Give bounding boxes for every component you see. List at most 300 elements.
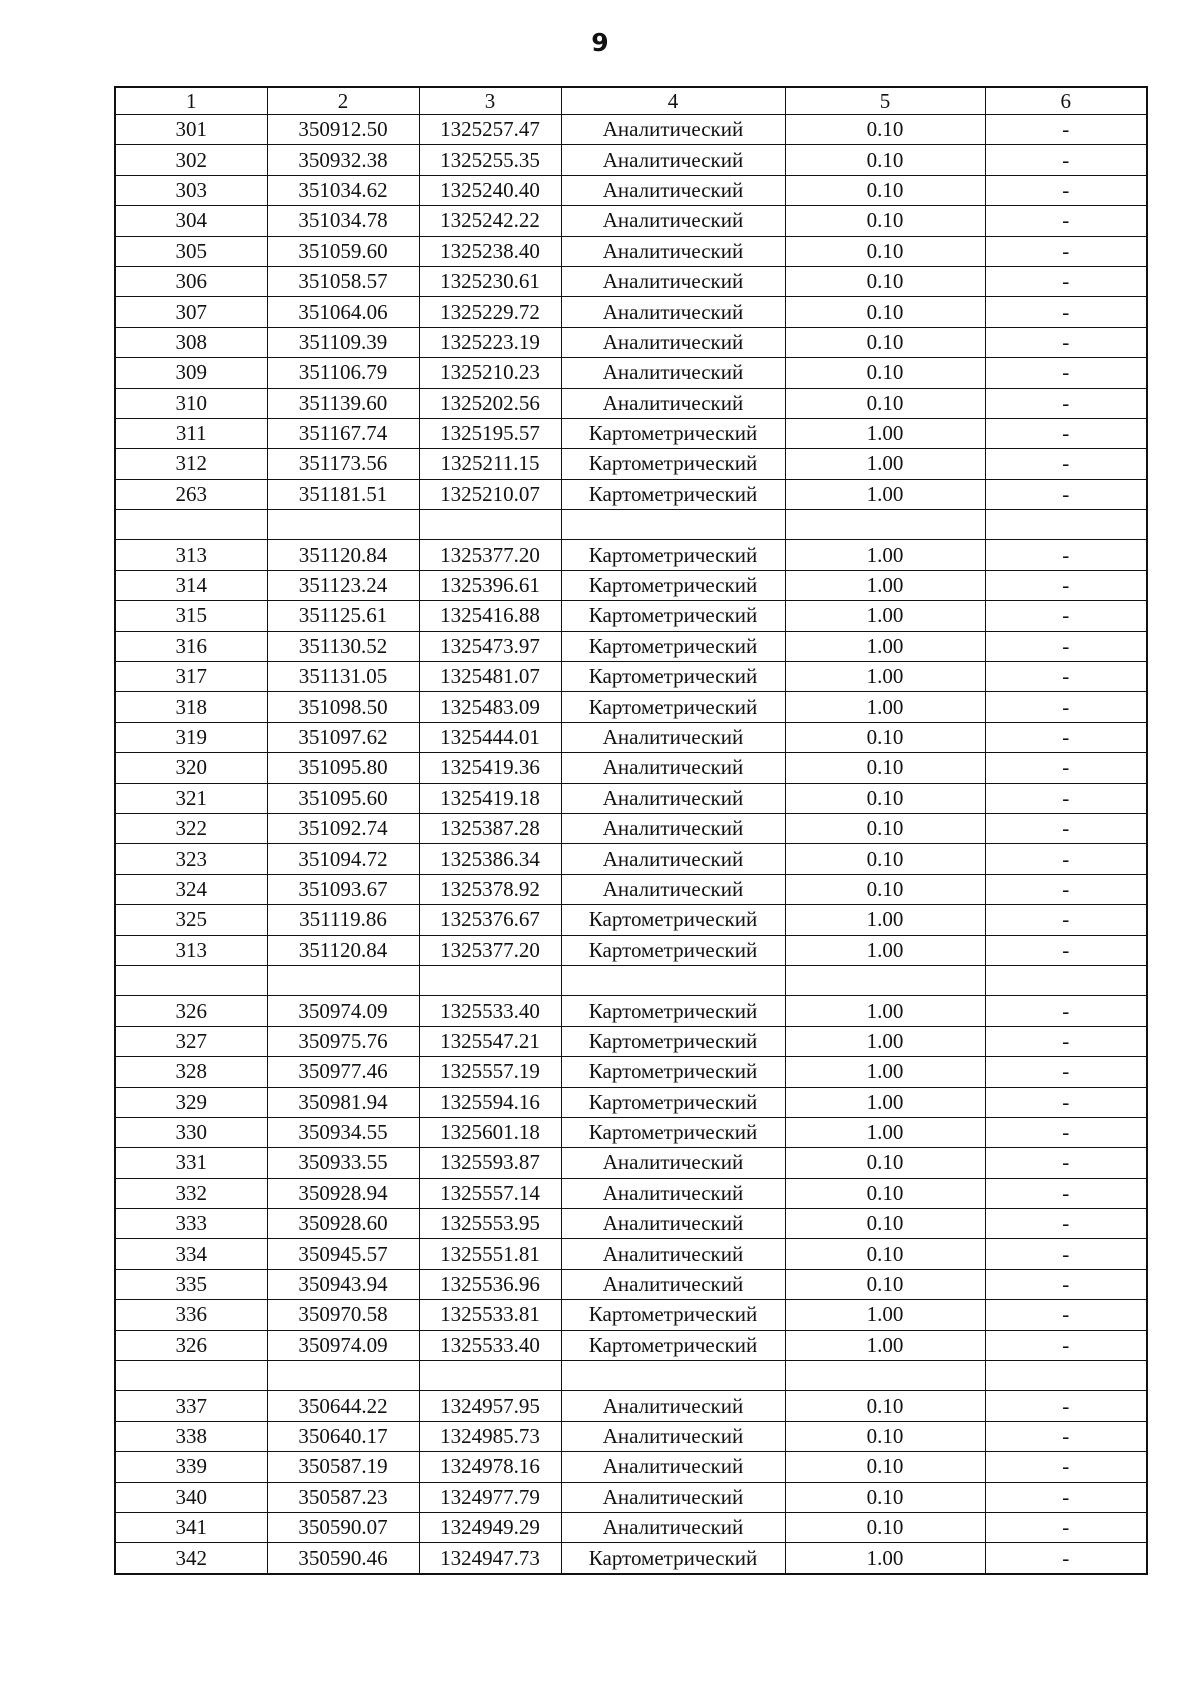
accuracy-cell: 0.10 [785,813,985,843]
accuracy-cell [785,965,985,995]
y-coordinate-cell: 1325473.97 [419,631,561,661]
description-cell: - [985,570,1147,600]
accuracy-cell: 0.10 [785,388,985,418]
method-cell [561,1361,785,1391]
method-cell: Картометрический [561,1330,785,1360]
method-cell: Картометрический [561,692,785,722]
x-coordinate-cell: 351181.51 [267,479,419,509]
table-row [115,1330,1147,1360]
table-row [115,266,1147,296]
x-coordinate-cell [267,510,419,540]
y-coordinate-cell: 1325211.15 [419,449,561,479]
y-coordinate-cell: 1325601.18 [419,1117,561,1147]
point-number-cell: 313 [115,540,267,570]
point-number-cell: 328 [115,1057,267,1087]
description-cell [985,965,1147,995]
method-cell: Аналитический [561,1239,785,1269]
x-coordinate-cell: 350928.60 [267,1209,419,1239]
x-coordinate-cell: 350974.09 [267,996,419,1026]
accuracy-cell: 1.00 [785,479,985,509]
method-cell: Картометрический [561,996,785,1026]
point-number-cell: 313 [115,935,267,965]
method-cell: Картометрический [561,540,785,570]
x-coordinate-cell: 350975.76 [267,1026,419,1056]
x-coordinate-cell: 350977.46 [267,1057,419,1087]
column-header: 5 [785,87,985,115]
method-cell [561,965,785,995]
y-coordinate-cell: 1325536.96 [419,1269,561,1299]
description-cell: - [985,1391,1147,1421]
accuracy-cell: 1.00 [785,1300,985,1330]
method-cell: Картометрический [561,479,785,509]
x-coordinate-cell: 351123.24 [267,570,419,600]
point-number-cell: 330 [115,1117,267,1147]
y-coordinate-cell: 1325553.95 [419,1209,561,1239]
point-number-cell: 310 [115,388,267,418]
description-cell: - [985,1087,1147,1117]
table-row [115,692,1147,722]
y-coordinate-cell: 1325229.72 [419,297,561,327]
accuracy-cell: 1.00 [785,1543,985,1574]
table-row [115,874,1147,904]
y-coordinate-cell: 1325533.40 [419,1330,561,1360]
method-cell: Картометрический [561,1087,785,1117]
x-coordinate-cell: 350644.22 [267,1391,419,1421]
method-cell: Аналитический [561,236,785,266]
table-spacer-row [115,1361,1147,1391]
accuracy-cell: 1.00 [785,1330,985,1360]
description-cell: - [985,449,1147,479]
accuracy-cell: 0.10 [785,297,985,327]
description-cell: - [985,905,1147,935]
accuracy-cell: 1.00 [785,631,985,661]
accuracy-cell: 0.10 [785,1421,985,1451]
point-number-cell: 316 [115,631,267,661]
accuracy-cell: 0.10 [785,1452,985,1482]
method-cell: Аналитический [561,388,785,418]
y-coordinate-cell: 1325557.14 [419,1178,561,1208]
accuracy-cell: 1.00 [785,662,985,692]
accuracy-cell: 0.10 [785,1269,985,1299]
x-coordinate-cell: 350590.46 [267,1543,419,1574]
point-number-cell [115,1361,267,1391]
method-cell: Аналитический [561,1391,785,1421]
column-header: 2 [267,87,419,115]
y-coordinate-cell: 1325255.35 [419,145,561,175]
accuracy-cell: 0.10 [785,1178,985,1208]
x-coordinate-cell: 350587.19 [267,1452,419,1482]
y-coordinate-cell: 1325483.09 [419,692,561,722]
accuracy-cell: 1.00 [785,570,985,600]
point-number-cell: 304 [115,206,267,236]
description-cell: - [985,601,1147,631]
table-row [115,388,1147,418]
y-coordinate-cell: 1325230.61 [419,266,561,296]
x-coordinate-cell: 350640.17 [267,1421,419,1451]
method-cell: Аналитический [561,175,785,205]
accuracy-cell: 0.10 [785,266,985,296]
accuracy-cell [785,1361,985,1391]
description-cell: - [985,266,1147,296]
accuracy-cell: 0.10 [785,783,985,813]
x-coordinate-cell: 350928.94 [267,1178,419,1208]
x-coordinate-cell: 350970.58 [267,1300,419,1330]
x-coordinate-cell: 351093.67 [267,874,419,904]
description-cell: - [985,874,1147,904]
point-number-cell: 321 [115,783,267,813]
point-number-cell: 307 [115,297,267,327]
table-row [115,540,1147,570]
table-row [115,662,1147,692]
method-cell: Аналитический [561,145,785,175]
column-header: 1 [115,87,267,115]
table-header-row [115,87,1147,115]
accuracy-cell: 1.00 [785,996,985,1026]
point-number-cell: 342 [115,1543,267,1574]
x-coordinate-cell: 351095.80 [267,753,419,783]
description-cell: - [985,813,1147,843]
method-cell: Аналитический [561,844,785,874]
x-coordinate-cell: 350974.09 [267,1330,419,1360]
accuracy-cell: 1.00 [785,905,985,935]
table-row [115,1117,1147,1147]
description-cell: - [985,1148,1147,1178]
method-cell: Картометрический [561,1543,785,1574]
x-coordinate-cell: 350587.23 [267,1482,419,1512]
x-coordinate-cell: 350932.38 [267,145,419,175]
x-coordinate-cell: 351119.86 [267,905,419,935]
x-coordinate-cell: 351109.39 [267,327,419,357]
accuracy-cell: 1.00 [785,540,985,570]
table-row [115,418,1147,448]
accuracy-cell: 1.00 [785,449,985,479]
table-row [115,570,1147,600]
y-coordinate-cell: 1325223.19 [419,327,561,357]
table-row [115,1543,1147,1574]
y-coordinate-cell: 1325386.34 [419,844,561,874]
table-spacer-row [115,510,1147,540]
table-row [115,115,1147,145]
accuracy-cell [785,510,985,540]
description-cell: - [985,844,1147,874]
point-number-cell [115,965,267,995]
point-number-cell: 317 [115,662,267,692]
y-coordinate-cell [419,1361,561,1391]
table-row [115,175,1147,205]
y-coordinate-cell: 1325396.61 [419,570,561,600]
method-cell: Аналитический [561,358,785,388]
point-number-cell [115,510,267,540]
table-row [115,1178,1147,1208]
accuracy-cell: 1.00 [785,1057,985,1087]
description-cell: - [985,540,1147,570]
table-row [115,1269,1147,1299]
description-cell: - [985,115,1147,145]
y-coordinate-cell: 1325376.67 [419,905,561,935]
coordinates-table [114,86,1148,1575]
table-row [115,783,1147,813]
x-coordinate-cell: 350981.94 [267,1087,419,1117]
accuracy-cell: 0.10 [785,1482,985,1512]
accuracy-cell: 0.10 [785,1512,985,1542]
accuracy-cell: 0.10 [785,874,985,904]
table-row [115,1391,1147,1421]
table-row [115,1482,1147,1512]
x-coordinate-cell: 350912.50 [267,115,419,145]
point-number-cell: 301 [115,115,267,145]
column-header: 4 [561,87,785,115]
point-number-cell: 320 [115,753,267,783]
method-cell: Аналитический [561,753,785,783]
point-number-cell: 334 [115,1239,267,1269]
column-header: 3 [419,87,561,115]
accuracy-cell: 0.10 [785,175,985,205]
method-cell [561,510,785,540]
table-row [115,1026,1147,1056]
method-cell: Картометрический [561,1026,785,1056]
method-cell: Картометрический [561,905,785,935]
y-coordinate-cell: 1324985.73 [419,1421,561,1451]
method-cell: Аналитический [561,874,785,904]
y-coordinate-cell [419,510,561,540]
x-coordinate-cell: 351064.06 [267,297,419,327]
method-cell: Картометрический [561,1300,785,1330]
accuracy-cell: 1.00 [785,418,985,448]
x-coordinate-cell: 350934.55 [267,1117,419,1147]
point-number-cell: 324 [115,874,267,904]
table-row [115,935,1147,965]
method-cell: Картометрический [561,935,785,965]
method-cell: Аналитический [561,115,785,145]
accuracy-cell: 1.00 [785,601,985,631]
point-number-cell: 326 [115,996,267,1026]
description-cell: - [985,662,1147,692]
method-cell: Аналитический [561,327,785,357]
accuracy-cell: 0.10 [785,358,985,388]
coordinates-table-body [115,87,1147,1574]
point-number-cell: 341 [115,1512,267,1542]
x-coordinate-cell: 351130.52 [267,631,419,661]
point-number-cell: 305 [115,236,267,266]
accuracy-cell: 1.00 [785,1117,985,1147]
x-coordinate-cell: 351167.74 [267,418,419,448]
y-coordinate-cell: 1325533.40 [419,996,561,1026]
description-cell: - [985,206,1147,236]
y-coordinate-cell: 1324947.73 [419,1543,561,1574]
accuracy-cell: 0.10 [785,206,985,236]
y-coordinate-cell: 1325387.28 [419,813,561,843]
table-row [115,1148,1147,1178]
table-row [115,236,1147,266]
table-row [115,905,1147,935]
table-row [115,1512,1147,1542]
method-cell: Аналитический [561,1452,785,1482]
description-cell: - [985,996,1147,1026]
method-cell: Аналитический [561,1421,785,1451]
description-cell: - [985,1482,1147,1512]
x-coordinate-cell: 351131.05 [267,662,419,692]
table-row [115,327,1147,357]
x-coordinate-cell [267,965,419,995]
x-coordinate-cell [267,1361,419,1391]
table-row [115,1239,1147,1269]
description-cell: - [985,418,1147,448]
accuracy-cell: 0.10 [785,115,985,145]
accuracy-cell: 1.00 [785,1026,985,1056]
table-row [115,479,1147,509]
point-number-cell: 340 [115,1482,267,1512]
accuracy-cell: 0.10 [785,145,985,175]
y-coordinate-cell: 1325238.40 [419,236,561,266]
table-row [115,722,1147,752]
description-cell: - [985,935,1147,965]
method-cell: Картометрический [561,1057,785,1087]
table-row [115,813,1147,843]
y-coordinate-cell: 1325210.23 [419,358,561,388]
method-cell: Картометрический [561,449,785,479]
point-number-cell: 318 [115,692,267,722]
y-coordinate-cell: 1325533.81 [419,1300,561,1330]
y-coordinate-cell: 1325481.07 [419,662,561,692]
accuracy-cell: 1.00 [785,692,985,722]
description-cell: - [985,1209,1147,1239]
method-cell: Аналитический [561,1209,785,1239]
description-cell: - [985,1300,1147,1330]
method-cell: Картометрический [561,570,785,600]
table-row [115,1087,1147,1117]
x-coordinate-cell: 351125.61 [267,601,419,631]
point-number-cell: 306 [115,266,267,296]
table-row [115,1452,1147,1482]
y-coordinate-cell: 1325419.36 [419,753,561,783]
x-coordinate-cell: 351097.62 [267,722,419,752]
point-number-cell: 327 [115,1026,267,1056]
table-row [115,206,1147,236]
method-cell: Картометрический [561,662,785,692]
accuracy-cell: 1.00 [785,935,985,965]
table-row [115,145,1147,175]
method-cell: Картометрический [561,1117,785,1147]
accuracy-cell: 0.10 [785,722,985,752]
x-coordinate-cell: 351106.79 [267,358,419,388]
description-cell: - [985,1269,1147,1299]
method-cell: Аналитический [561,266,785,296]
y-coordinate-cell: 1325242.22 [419,206,561,236]
point-number-cell: 263 [115,479,267,509]
page-number: 9 [591,28,609,57]
accuracy-cell: 0.10 [785,236,985,266]
description-cell: - [985,479,1147,509]
accuracy-cell: 1.00 [785,1087,985,1117]
y-coordinate-cell: 1325593.87 [419,1148,561,1178]
description-cell: - [985,388,1147,418]
description-cell: - [985,631,1147,661]
method-cell: Аналитический [561,206,785,236]
method-cell: Аналитический [561,1269,785,1299]
point-number-cell: 308 [115,327,267,357]
method-cell: Аналитический [561,1512,785,1542]
y-coordinate-cell: 1325551.81 [419,1239,561,1269]
y-coordinate-cell: 1325377.20 [419,540,561,570]
description-cell: - [985,722,1147,752]
description-cell: - [985,1057,1147,1087]
x-coordinate-cell: 351092.74 [267,813,419,843]
point-number-cell: 323 [115,844,267,874]
table-row [115,358,1147,388]
accuracy-cell: 0.10 [785,1148,985,1178]
x-coordinate-cell: 350945.57 [267,1239,419,1269]
y-coordinate-cell [419,965,561,995]
point-number-cell: 311 [115,418,267,448]
table-row [115,1209,1147,1239]
description-cell: - [985,1026,1147,1056]
y-coordinate-cell: 1324978.16 [419,1452,561,1482]
table-row [115,601,1147,631]
point-number-cell: 309 [115,358,267,388]
table-spacer-row [115,965,1147,995]
column-header: 6 [985,87,1147,115]
description-cell: - [985,175,1147,205]
description-cell: - [985,297,1147,327]
point-number-cell: 303 [115,175,267,205]
method-cell: Аналитический [561,1482,785,1512]
description-cell: - [985,1178,1147,1208]
x-coordinate-cell: 351139.60 [267,388,419,418]
y-coordinate-cell: 1325377.20 [419,935,561,965]
method-cell: Аналитический [561,783,785,813]
x-coordinate-cell: 351094.72 [267,844,419,874]
x-coordinate-cell: 351120.84 [267,935,419,965]
table-row [115,1421,1147,1451]
point-number-cell: 314 [115,570,267,600]
point-number-cell: 319 [115,722,267,752]
x-coordinate-cell: 351058.57 [267,266,419,296]
accuracy-cell: 0.10 [785,844,985,874]
description-cell: - [985,1330,1147,1360]
description-cell: - [985,1512,1147,1542]
point-number-cell: 338 [115,1421,267,1451]
point-number-cell: 333 [115,1209,267,1239]
y-coordinate-cell: 1324977.79 [419,1482,561,1512]
table-row [115,1057,1147,1087]
point-number-cell: 322 [115,813,267,843]
y-coordinate-cell: 1325240.40 [419,175,561,205]
method-cell: Картометрический [561,631,785,661]
y-coordinate-cell: 1324957.95 [419,1391,561,1421]
point-number-cell: 332 [115,1178,267,1208]
table-row [115,844,1147,874]
point-number-cell: 336 [115,1300,267,1330]
table-row [115,449,1147,479]
table-row [115,1300,1147,1330]
y-coordinate-cell: 1325444.01 [419,722,561,752]
description-cell: - [985,236,1147,266]
y-coordinate-cell: 1325594.16 [419,1087,561,1117]
x-coordinate-cell: 350933.55 [267,1148,419,1178]
y-coordinate-cell: 1325202.56 [419,388,561,418]
description-cell: - [985,358,1147,388]
x-coordinate-cell: 350590.07 [267,1512,419,1542]
description-cell: - [985,1543,1147,1574]
method-cell: Аналитический [561,813,785,843]
method-cell: Картометрический [561,418,785,448]
x-coordinate-cell: 351120.84 [267,540,419,570]
x-coordinate-cell: 351173.56 [267,449,419,479]
y-coordinate-cell: 1325257.47 [419,115,561,145]
table-row [115,631,1147,661]
point-number-cell: 331 [115,1148,267,1178]
accuracy-cell: 0.10 [785,1239,985,1269]
